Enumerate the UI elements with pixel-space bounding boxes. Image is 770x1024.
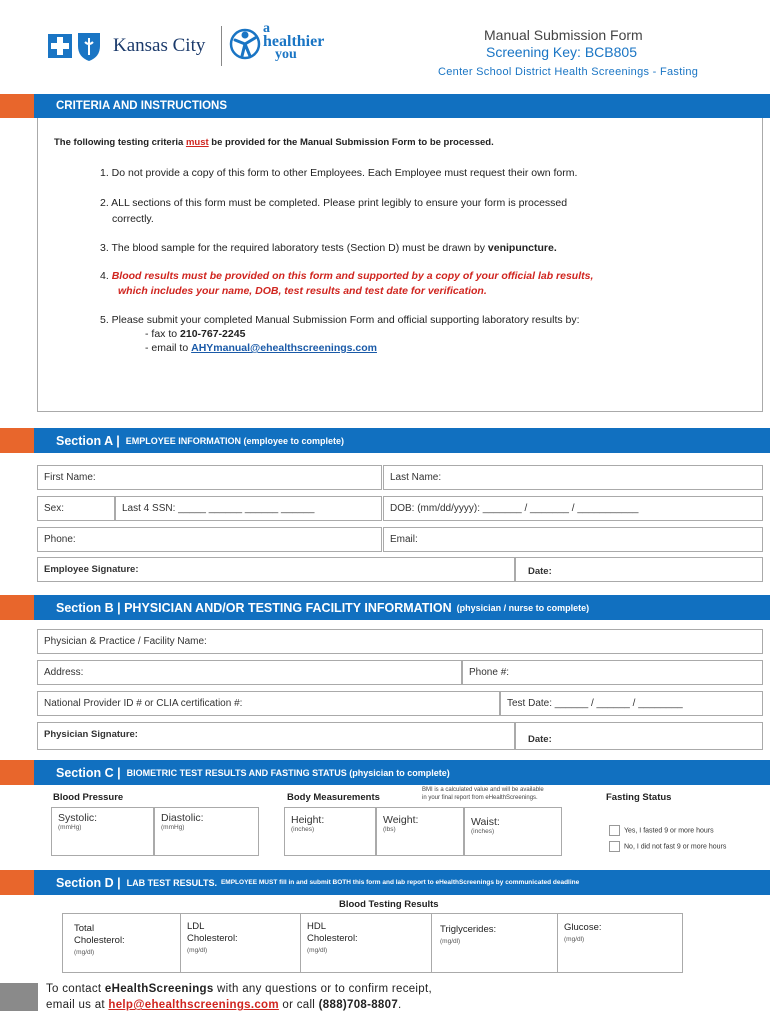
footer-line-1: To contact eHealthScreenings with any questions or to confirm receipt, [46,983,432,995]
form-title: Manual Submission Form [484,27,643,43]
help-phone: (888)708-8807 [318,999,399,1011]
form-subtitle: Center School District Health Screenings - Fasting [438,66,699,78]
criteria-item-2-cont: correctly. [112,213,154,225]
bmi-note: BMI is a calculated value and will be available in your final report from eHealthScreenings. [422,787,544,801]
fasted-no-option[interactable]: No, I did not fast 9 or more hours [609,841,726,852]
glucose-field[interactable]: Glucose: (mg/dl) [564,922,602,943]
body-heading: Body Measurements [287,792,380,803]
screening-key: Screening Key: BCB805 [486,44,637,60]
section-c-accent [0,760,34,785]
employee-signature-field[interactable]: Employee Signature: [37,557,515,582]
section-c-bar [34,760,770,785]
bcbs-logo [48,30,106,62]
email-line: - email to AHYmanual@ehealthscreenings.com [145,342,377,354]
systolic-field[interactable]: Systolic: (mmHg) [51,807,154,856]
criteria-item-4: 4. Blood results must be provided on this form and supported by a copy of your official lab results, [100,270,594,282]
section-b-subtitle: (physician / nurse to complete) [456,602,590,613]
person-figure-icon [229,26,265,66]
physician-phone-field[interactable]: Phone #: [462,660,763,685]
last-name-field[interactable]: Last Name: [383,465,763,490]
section-a-bar [34,428,770,453]
help-email-link[interactable]: help@ehealthscreenings.com [108,999,279,1011]
blood-heading: Blood Testing Results [339,899,439,910]
section-d-subtitle: LAB TEST RESULTS. [126,877,217,888]
section-d-bar [34,870,770,895]
criteria-title: CRITERIA AND INSTRUCTIONS [56,100,228,112]
fasted-no-checkbox[interactable] [609,841,620,852]
section-d-title: Section D | [56,875,121,890]
diastolic-field[interactable]: Diastolic: (mmHg) [154,807,259,856]
submission-email-link[interactable]: AHYmanual@ehealthscreenings.com [191,342,377,354]
criteria-item-3: 3. The blood sample for the required laboratory tests (Section D) must be drawn by venipuncture. [100,242,557,254]
ldl-field[interactable]: LDL Cholesterol: (mg/dl) [181,914,301,972]
criteria-item-4-cont: which includes your name, DOB, test results and test date for verification. [118,285,487,297]
section-a-subtitle: EMPLOYEE INFORMATION (employee to complete) [125,435,345,446]
footer-accent [0,983,38,1011]
hdl-field[interactable]: HDL Cholesterol: (mg/dl) [301,914,432,972]
fax-line: - fax to 210-767-2245 [145,328,246,340]
brand-divider [221,26,222,66]
email-field[interactable]: Email: [383,527,763,552]
section-a-accent [0,428,34,453]
first-name-field[interactable]: First Name: [37,465,382,490]
sex-field[interactable]: Sex: [37,496,115,521]
ssn-field[interactable]: Last 4 SSN: _____ ______ ______ ______ [115,496,382,521]
criteria-accent [0,94,34,118]
address-field[interactable]: Address: [37,660,462,685]
triglycerides-field[interactable]: Triglycerides: (mg/dl) [432,914,558,972]
section-b-title: Section B | PHYSICIAN AND/OR TESTING FACILITY INFORMATION [56,600,452,615]
height-field[interactable]: Height: (inches) [284,807,376,856]
phone-field[interactable]: Phone: [37,527,382,552]
fasted-yes-option[interactable]: Yes, I fasted 9 or more hours [609,825,714,836]
section-d-note: EMPLOYEE MUST fill in and submit BOTH this form and lab report to eHealthScreenings by communicated deadline [220,879,580,886]
fasted-yes-checkbox[interactable] [609,825,620,836]
section-c-subtitle: BIOMETRIC TEST RESULTS AND FASTING STATUS (physician to complete) [126,767,450,778]
dob-field[interactable]: DOB: (mm/dd/yyyy): _______ / _______ / ___________ [383,496,763,521]
footer-line-2: email us at help@ehealthscreenings.com or call (888)708-8807. [46,999,402,1011]
section-d-accent [0,870,34,895]
total-cholesterol-field[interactable]: Total Cholesterol: (mg/dl) [63,914,181,972]
weight-field[interactable]: Weight: (lbs) [376,807,464,856]
criteria-item-1: 1. Do not provide a copy of this form to other Employees. Each Employee must request their own form. [100,167,578,179]
physician-signature-field[interactable]: Physician Signature: [37,722,515,750]
fax-number: 210-767-2245 [180,328,246,340]
brand2-a: a [263,21,270,36]
brand2-healthier: healthier [263,33,325,50]
npi-field[interactable]: National Provider ID # or CLIA certification #: [37,691,500,716]
section-a-title: Section A | [56,433,120,448]
bp-heading: Blood Pressure [53,792,124,803]
physician-date-field[interactable]: Date: [515,722,763,750]
fasting-heading: Fasting Status [606,792,672,803]
waist-field[interactable]: Waist: (inches) [464,807,562,856]
practice-name-field[interactable]: Physician & Practice / Facility Name: [37,629,763,654]
healthier-you-logo [229,21,349,68]
criteria-intro: The following testing criteria must be provided for the Manual Submission Form to be processed. [54,137,494,148]
section-c-title: Section C | [56,765,121,780]
brand-name: Kansas City [113,35,206,56]
criteria-item-2: 2. ALL sections of this form must be completed. Please print legibly to ensure your form is processed [100,197,568,209]
brand2-you: you [275,47,297,62]
section-b-bar [34,595,770,620]
employee-date-field[interactable]: Date: [515,557,763,582]
criteria-item-5: 5. Please submit your completed Manual Submission Form and official supporting laboratory results by: [100,314,580,326]
cross-shield-icon [48,30,106,62]
criteria-box [37,118,763,412]
section-b-accent [0,595,34,620]
criteria-bar [34,94,770,118]
must-emphasis: must [185,137,209,148]
test-date-field[interactable]: Test Date: ______ / ______ / ________ [500,691,763,716]
blood-results-row [62,913,683,973]
